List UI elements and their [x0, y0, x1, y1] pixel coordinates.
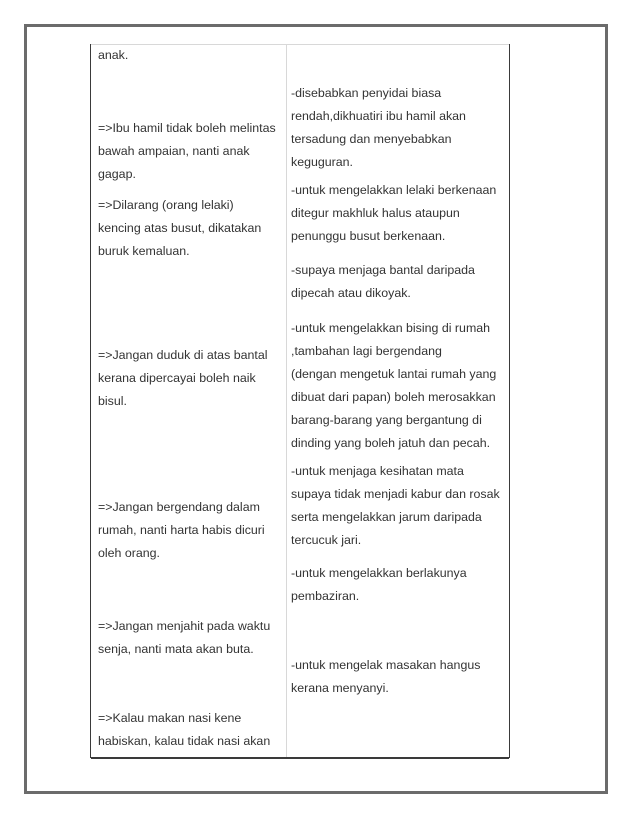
right-cell-4: -untuk mengelakkan bising di rumah ,tambahan lagi bergendang (dengan mengetuk lantai rumah yang dibuat dari papan) boleh merosakkan barang-barang yang bergantung di dinding yang boleh jatuh dan pecah. [291, 321, 497, 450]
left-cell-7: =>Kalau makan nasi kene habiskan, kalau tidak nasi akan [98, 711, 271, 748]
right-cell-3: -supaya menjaga bantal daripada dipecah atau dikoyak. [291, 263, 475, 300]
right-cell-1: -disebabkan penyidai biasa rendah,dikhuatiri ibu hamil akan tersadung dan menyebabkan keguguran. [291, 86, 466, 169]
right-cell-5: -untuk menjaga kesihatan mata supaya tidak menjadi kabur dan rosak serta mengelakkan jarum daripada tercucuk jari. [291, 464, 500, 547]
left-cell-4: =>Jangan duduk di atas bantal kerana dipercayai boleh naik bisul. [98, 348, 268, 408]
left-cell-1: anak. [98, 48, 129, 62]
left-cell-3: =>Dilarang (orang lelaki) kencing atas busut, dikatakan buruk kemaluan. [98, 198, 262, 258]
right-cell-6: -untuk mengelakkan berlakunya pembaziran. [291, 566, 467, 603]
beliefs-table [90, 44, 510, 758]
left-cell-2: =>Ibu hamil tidak boleh melintas bawah ampaian, nanti anak gagap. [98, 121, 276, 181]
right-cell-2: -untuk mengelakkan lelaki berkenaan ditegur makhluk halus ataupun penunggu busut berkenaan. [291, 183, 497, 243]
left-cell-5: =>Jangan bergendang dalam rumah, nanti harta habis dicuri oleh orang. [98, 500, 265, 560]
right-cell-7: -untuk mengelak masakan hangus kerana menyanyi. [291, 658, 481, 695]
column-divider [286, 44, 287, 757]
left-cell-6: =>Jangan menjahit pada waktu senja, nanti mata akan buta. [98, 619, 271, 656]
